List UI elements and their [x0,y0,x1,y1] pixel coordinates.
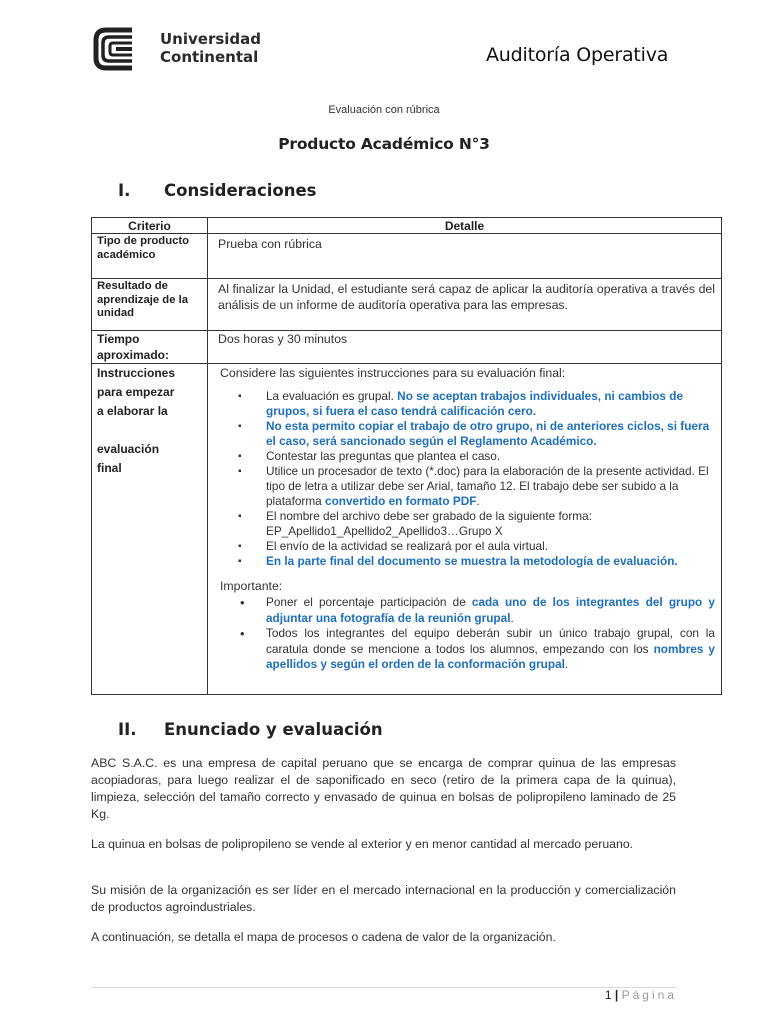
table-row [92,234,722,279]
criteria-table [91,217,722,695]
detalle-cell [208,364,722,695]
criterio-cell: Resultado de aprendizaje de la unidad [92,279,208,331]
detalle-cell: Al finalizar la Unidad, el estudiante será capaz de aplicar la auditoría operativa a través del análisis de un informe de auditoría operativa para las empresas. [208,279,722,331]
table-row [92,364,722,695]
importante-label: Importante: [220,579,283,593]
paragraph: ABC S.A.C. es una empresa de capital peruano que se encarga de comprar quinua de las empresas acopiadoras, para luego realizar el de saponificado en seco (retiro de la primera capa de la quinua), limpieza, selección del tamaño correcto y envasado de quinua en bolsas de polipropileno laminado de 25 Kg. [91,756,676,821]
list-item: ▪ La evaluación es grupal. No se aceptan trabajos individuales, ni cambios de grupos, si fuera el caso tendrá calificación cero. [220,389,715,419]
detalle-cell: Dos horas y 30 minutos [208,331,722,364]
list-item: ▪ En la parte final del documento se muestra la metodología de evaluación. [220,554,715,569]
list-item: ▪ Contestar las preguntas que plantea el caso. [220,449,715,464]
column-header-detalle: Detalle [208,218,722,234]
list-item: ▪ El nombre del archivo debe ser grabado de la siguiente forma: EP_Apellido1_Apellido2_Apellido3…Grupo X [220,509,715,539]
table-row [92,279,722,331]
course-title: Auditoría Operativa [486,44,669,66]
section-heading-consideraciones: I. Consideraciones [118,181,317,200]
page-number: 1 [604,988,612,1002]
list-item: ▪ No esta permito copiar el trabajo de otro grupo, ni de anteriores ciclos, si fuera el caso, será sancionado según el Reglamento Académico. [220,419,715,449]
instructions-list [220,389,715,569]
list-item: ▪ El envío de la actividad se realizará por el aula virtual. [220,539,715,554]
table-header-row [92,218,722,234]
list-item: • Poner el porcentaje participación de cada uno de los integrantes del grupo y adjuntar una fotografía de la reunión grupal. [220,595,715,626]
footer-separator: | [614,988,619,1002]
criterio-cell: Tiempo aproximado: [92,331,208,364]
importante-list [220,595,715,673]
evaluation-subtitle: Evaluación con rúbrica [328,104,440,116]
column-header-criterio: Criterio [92,218,208,234]
product-title: Producto Académico N°3 [278,135,490,153]
page-footer [560,988,677,1002]
paragraph: Su misión de la organización es ser líder en el mercado internacional en la producción y comercialización de productos agroindustriales. [91,883,676,914]
detalle-cell: Prueba con rúbrica [208,234,722,279]
university-name: Universidad Continental [160,30,262,66]
criterio-cell: Tipo de producto académico [92,234,208,279]
paragraph: A continuación, se detalla el mapa de procesos o cadena de valor de la organización. [91,930,556,944]
instructions-intro: Considere las siguientes instrucciones para su evaluación final: [220,366,566,380]
page-word: Página [621,988,677,1002]
paragraph: La quinua en bolsas de polipropileno se vende al exterior y en menor cantidad al mercado peruano. [91,837,634,851]
table-row [92,331,722,364]
list-item: ▪ Utilice un procesador de texto (*.doc) para la elaboración de la presente actividad. El tipo de letra a utilizar debe ser Arial, tamaño 12. El trabajo debe ser subido a la plataforma convertido en formato PDF. [220,464,715,509]
section-heading-enunciado: II. Enunciado y evaluación [118,720,383,739]
list-item: • Todos los integrantes del equipo deberán subir un único trabajo grupal, con la caratula donde se mencione a todos los alumnos, empezando con los nombres y apellidos y según el orden de la conformación grupal. [220,626,715,673]
criterio-cell: Instrucciones para empezar a elaborar la evaluación final [92,364,208,695]
